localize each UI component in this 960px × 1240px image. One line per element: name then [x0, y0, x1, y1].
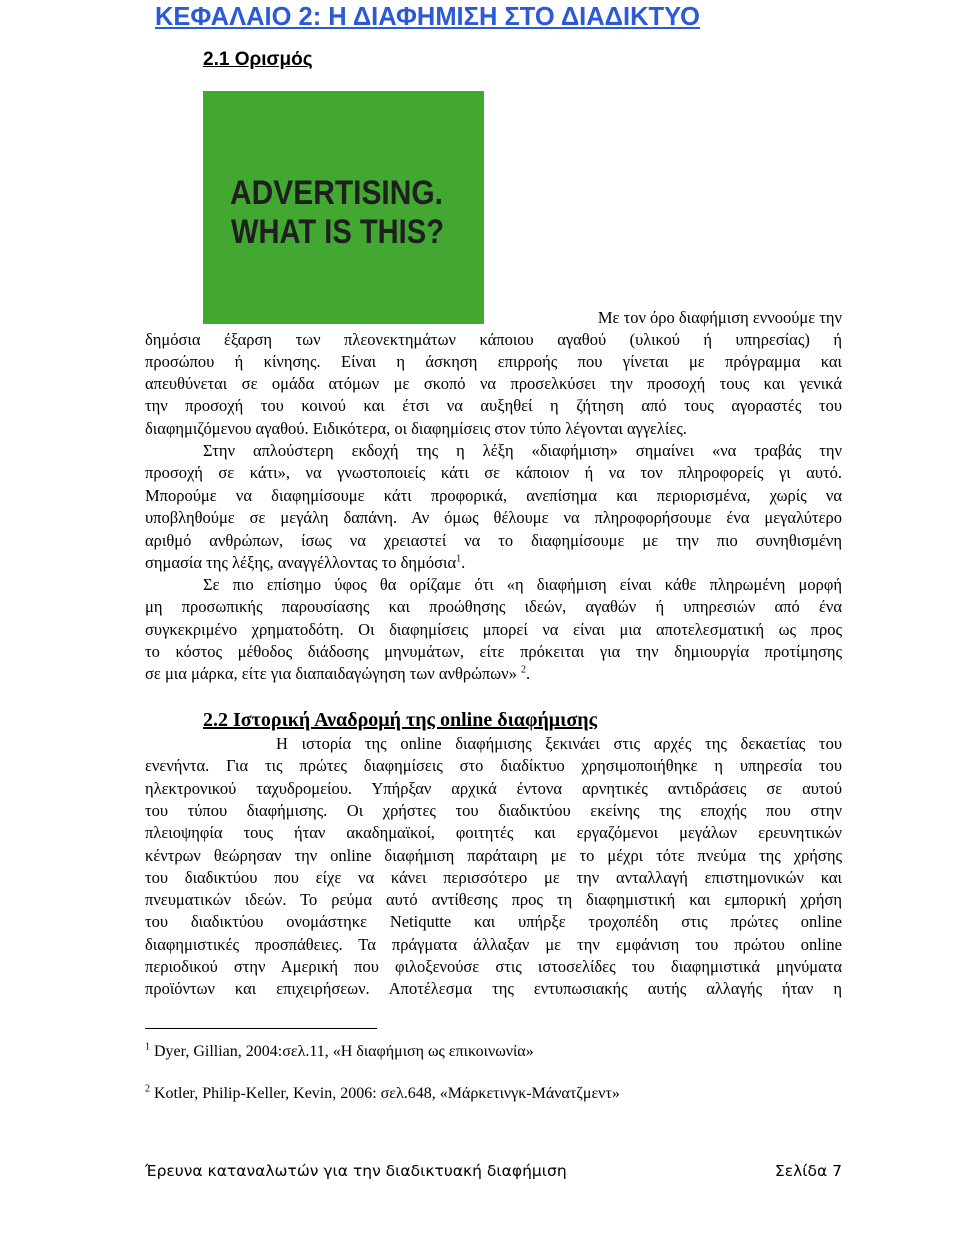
body-line: Στην απλούστερη εκδοχή της η λέξη «διαφήμιση» σημαίνει «να τραβάς την [203, 441, 842, 460]
footnote-text: Kotler, Philip-Keller, Kevin, 2006: σελ.648, «Μάρκετινγκ-Μάνατζμεντ» [154, 1085, 620, 1102]
body-line: αριθμό ανθρώπων, ίσως να χρειαστεί να το διαφημίσουμε με την πιο συνηθισμένη [145, 531, 842, 550]
footnote-ref-2: 2 [520, 664, 526, 676]
body-line: Η ιστορία της online διαφήμισης ξεκινάει στις αρχές της δεκαετίας του [276, 734, 842, 753]
body-line-text: σημασία της λέξης, αναγγέλλοντας το δημόσια [145, 553, 457, 572]
chapter-title: ΚΕΦΑΛΑΙΟ 2: Η ΔΙΑΦΗΜΙΣΗ ΣΤΟ ΔΙΑΔΙΚΤΥΟ [155, 3, 700, 31]
body-line: Σε πιο επίσημο ύφος θα ορίζαμε ότι «η διαφήμιση είναι κάθε πληρωμένη μορφή [203, 575, 842, 594]
footnote-ref-1: 1 [456, 553, 462, 565]
body-line: Μπορούμε να διαφημίσουμε κάτι προφορικά, ανεπίσημα και περιορισμένα, χωρίς να [145, 486, 842, 505]
body-line: συγκεκριμένο χρηματοδότη. Οι διαφημίσεις μπορεί να είναι μια αποτελεσματική ως προς [145, 620, 842, 639]
body-line: υποβληθούμε σε μεγάλη δαπάνη. Αν όμως θέλουμε να πληροφορήσουμε ένα μεγαλύτερο [145, 508, 842, 527]
footnote-text: Dyer, Gillian, 2004:σελ.11, «Η διαφήμιση ως επικοινωνία» [154, 1043, 534, 1060]
footnote-1 [145, 1041, 534, 1063]
footnote-separator [145, 1028, 377, 1029]
body-line: Με τον όρο διαφήμιση εννοούμε την [597, 308, 842, 327]
body-line: του διαδικτύου που είχε να κάνει περισσότερο με την ανταλλαγή επιστημονικών και [145, 868, 842, 887]
body-line: δημόσια έξαρση των πλεονεκτημάτων κάποιου αγαθού (υλικού ή υπηρεσίας) ή [145, 330, 842, 349]
body-line: προϊόντων και επιχειρήσεων. Αποτέλεσμα της εντυπωσιακής αυτής αλλαγής ήταν η [145, 979, 842, 998]
poster-text-line-1: ADVERTISING. [230, 174, 443, 212]
body-line: την προσοχή του κοινού και έτσι να αυξηθεί η ζήτηση από τους αγοραστές του [145, 396, 842, 415]
body-line: ηλεκτρονικού ταχυδρομείου. Υπήρξαν αρχικά έντονα αρνητικές αντιδράσεις σε αυτού [145, 779, 842, 798]
section-heading-definition: 2.1 Ορισμός [203, 49, 313, 70]
poster-text-line-2: WHAT IS THIS? [231, 213, 444, 251]
body-line: το κόστος μέθοδος διάδοσης μηνυμάτων, είτε πρόκειται για την δημιουργία προτίμησης [145, 642, 842, 661]
body-line: του τύπου διαφήμισης. Οι χρήστες του διαδικτύου εκείνης της εποχής που στην [145, 801, 842, 820]
body-line: διαφημιστικές προσπάθειες. Τα πράγματα άλλαξαν με την εμφάνιση του πρώτου online [145, 935, 842, 954]
body-line: προσοχή σε κάτι», να γνωστοποιείς κάτι σε κάποιον ή να τον πληροφορείς γι αυτό. [145, 463, 842, 482]
period: . [461, 553, 466, 572]
body-line: κέντρων θεώρησαν την online διαφήμιση παράταιρη με το μέχρι τότε πνεύμα της χρήσης [145, 846, 842, 865]
body-line-with-ref [145, 663, 842, 685]
body-line: πνευματικών ιδεών. Το ρεύμα αυτό αντίθεσης προς τη διαφημιστική και εμπορική χρήση [145, 890, 842, 909]
body-line: μη προσωπικής παρουσίασης και προώθησης ιδεών, αγαθών ή υπηρεσιών από ένα [145, 597, 842, 616]
body-line: του διαδικτύου ονομάστηκε Netiqutte και υπήρξε τροχοπέδη στις πρώτες online [145, 912, 842, 931]
body-line: διαφημιζόμενου αγαθού. Ειδικότερα, οι διαφημίσεις στον τύπο λέγονται αγγελίες. [145, 419, 687, 438]
footnote-number: 2 [145, 1083, 150, 1095]
footnote-2 [145, 1083, 620, 1105]
footnote-number: 1 [145, 1041, 150, 1053]
body-line: ενενήντα. Για τις πρώτες διαφημίσεις στο διαδίκτυο χρησιμοποιήθηκε η υπηρεσία του [145, 756, 842, 775]
body-line: απευθύνεται σε ομάδα ατόμων με σκοπό να προσελκύσει την προσοχή τους και γενικά [145, 374, 842, 393]
page-footer-title: Έρευνα καταναλωτών για την διαδικτυακή διαφήμιση [145, 1162, 567, 1180]
body-line: πλειοψηφία τους ήταν ακαδημαϊκοί, φοιτητές και εργαζόμενοι μεγάλων ερευνητικών [145, 823, 842, 842]
advertising-poster-image [203, 91, 484, 324]
body-line: προσώπου ή κίνησης. Είναι η άσκηση επιρροής που γίνεται με πρόγραμμα και [145, 352, 842, 371]
body-line-text: σε μια μάρκα, είτε για διαπαιδαγώγηση των ανθρώπων» [145, 664, 517, 683]
period: . [525, 664, 531, 683]
page-number: Σελίδα 7 [774, 1162, 842, 1180]
body-line: περιοδικού στην Αμερική που φιλοξενούσε στις ιστοσελίδες του διαφημιστικά μηνύματα [145, 957, 842, 976]
section-heading-history: 2.2 Ιστορική Αναδρομή της online διαφήμισης [203, 709, 598, 731]
poster-graphic [203, 91, 484, 324]
body-line-with-ref [145, 552, 842, 574]
